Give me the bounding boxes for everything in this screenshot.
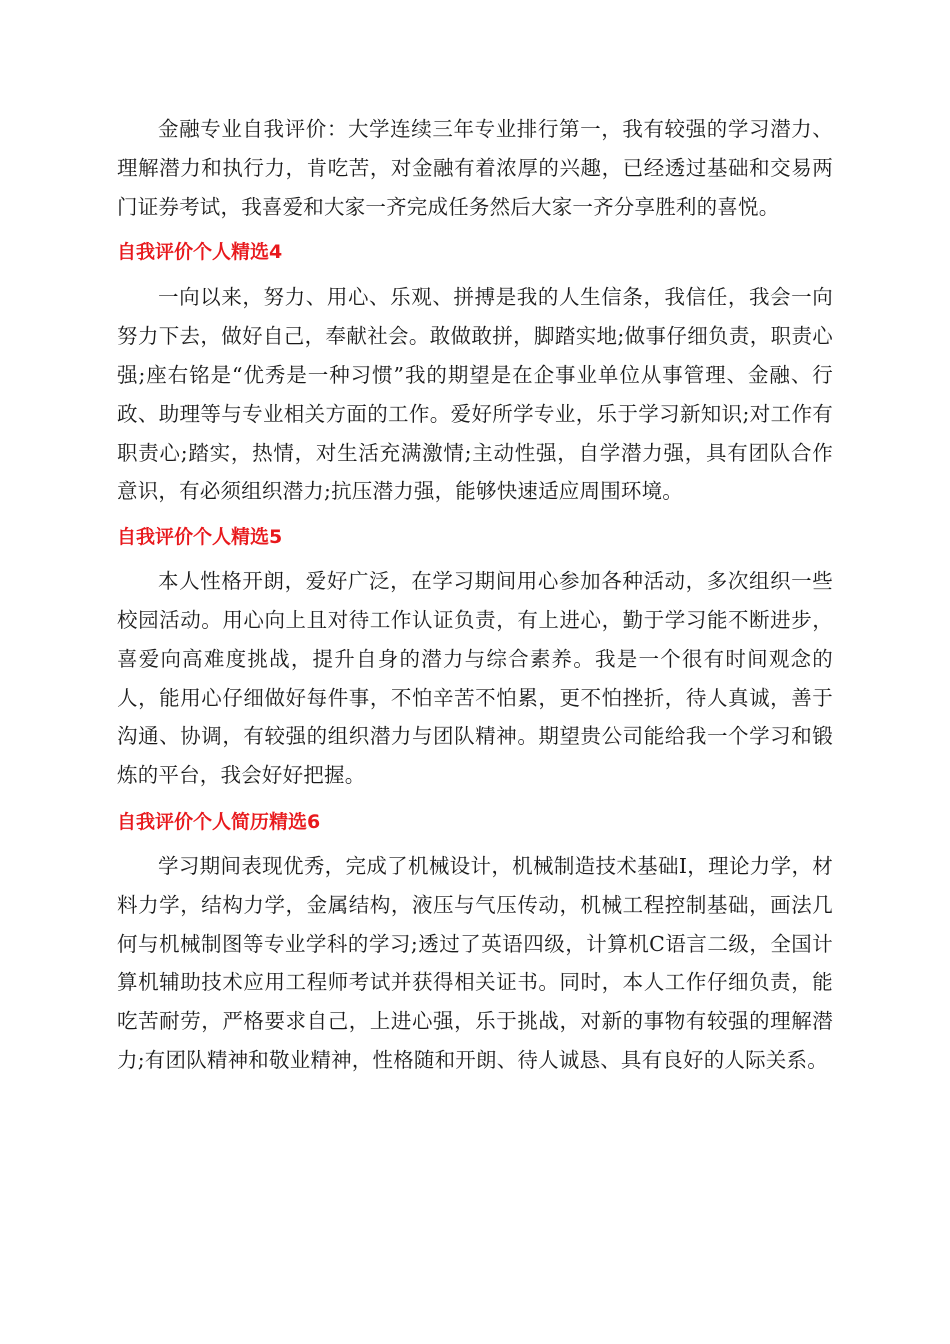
paragraph-section-5: 本人性格开朗，爱好广泛，在学习期间用心参加各种活动，多次组织一些校园活动。用心向上且对待工作认证负责，有上进心，勤于学习能不断进步，喜爱向高难度挑战，提升自身的潜力与综合素养。我是一个很有时间观念的人，能用心仔细做好每件事，不怕辛苦不怕累，更不怕挫折，待人真诚，善于沟通、协调，有较强的组织潜力与团队精神。期望贵公司能给我一个学习和锻炼的平台，我会好好把握。 bbox=[117, 569, 833, 788]
document-content bbox=[117, 110, 833, 1080]
paragraph-section-4: 一向以来，努力、用心、乐观、拼搏是我的人生信条，我信任，我会一向努力下去，做好自己，奉献社会。敢做敢拼，脚踏实地;做事仔细负责，职责心强;座右铭是“优秀是一种习惯”我的期望是在企事业单位从事管理、金融、行政、助理等与专业相关方面的工作。爱好所学专业，乐于学习新知识;对工作有职责心;踏实，热情，对生活充满激情;主动性强，自学潜力强，具有团队合作意识，有必须组织潜力;抗压潜力强，能够快速适应周围环境。 bbox=[117, 285, 833, 504]
section-heading-5: 自我评价个人精选5 bbox=[117, 526, 283, 549]
section-heading-6: 自我评价个人简历精选6 bbox=[117, 810, 321, 833]
paragraph-finance-self-evaluation: 金融专业自我评价：大学连续三年专业排行第一，我有较强的学习潜力、理解潜力和执行力，肯吃苦，对金融有着浓厚的兴趣，已经透过基础和交易两门证券考试，我喜爱和大家一齐完成任务然后大家一齐分享胜利的喜悦。 bbox=[117, 117, 833, 219]
paragraph-section-6: 学习期间表现优秀，完成了机械设计，机械制造技术基础Ⅰ，理论力学，材料力学，结构力学，金属结构，液压与气压传动，机械工程控制基础，画法几何与机械制图等专业学科的学习;透过了英语四级，计算机C语言二级，全国计算机辅助技术应用工程师考试并获得相关证书。同时，本人工作仔细负责，能吃苦耐劳，严格要求自己，上进心强，乐于挑战，对新的事物有较强的理解潜力;有团队精神和敬业精神，性格随和开朗、待人诚恳、具有良好的人际关系。 bbox=[117, 853, 833, 1072]
section-heading-4: 自我评价个人精选4 bbox=[117, 241, 283, 264]
